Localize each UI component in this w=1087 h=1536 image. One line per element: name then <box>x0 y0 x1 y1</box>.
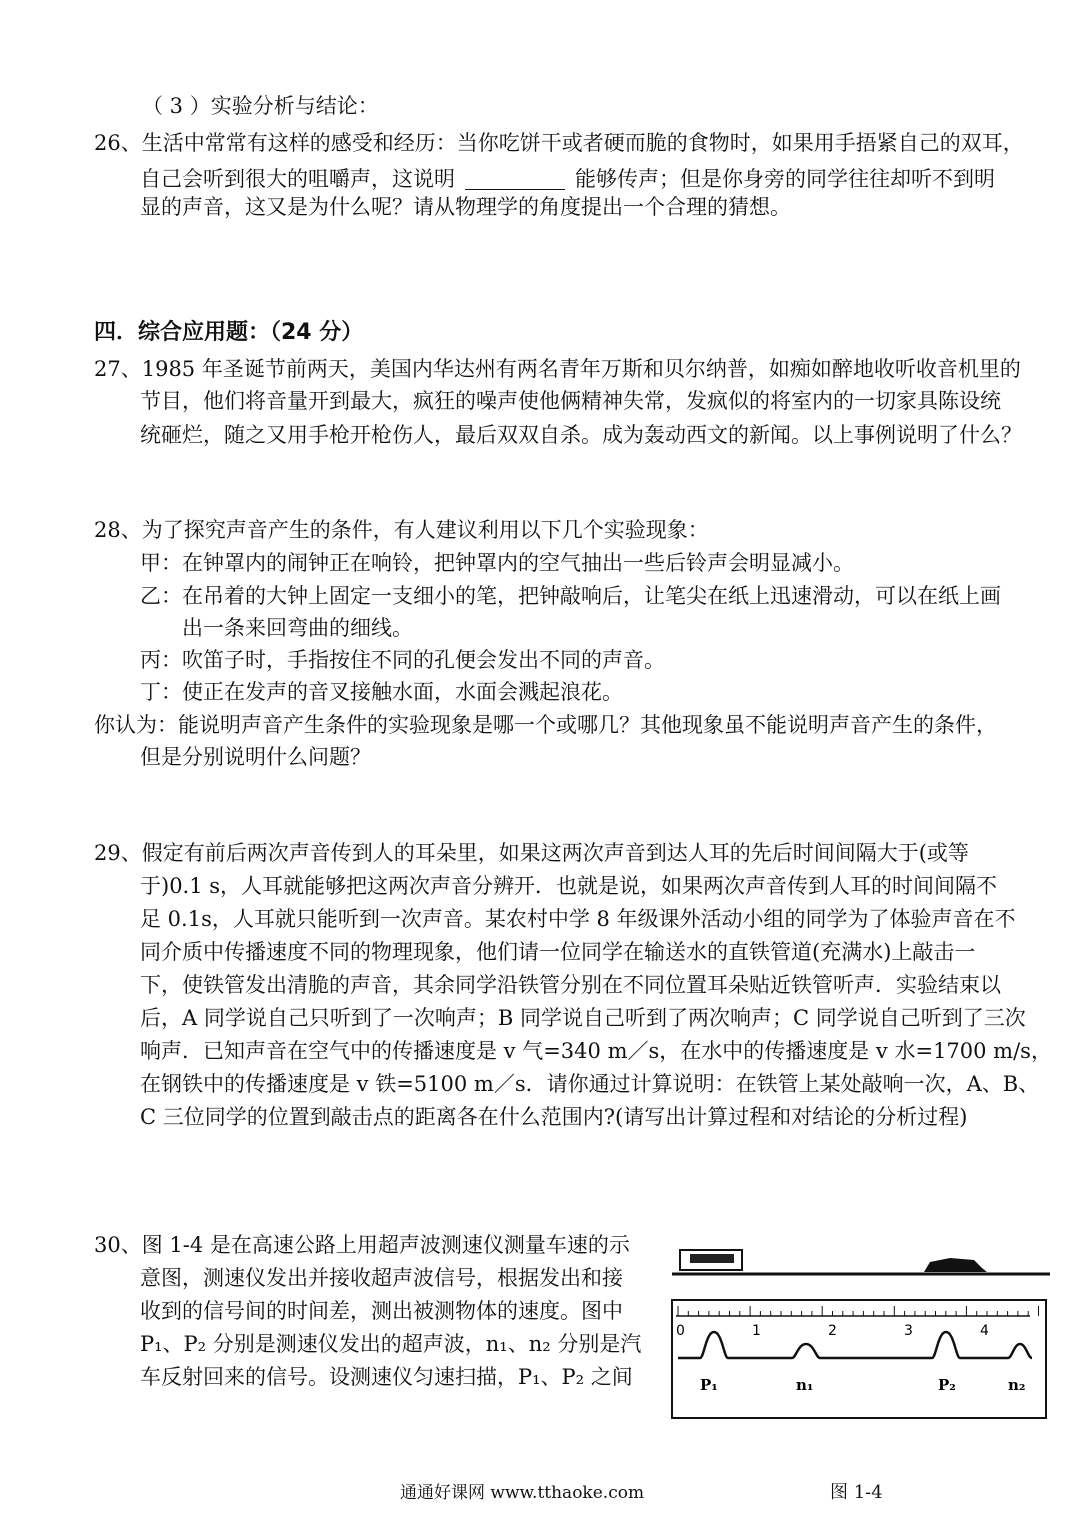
q29-line8: 在钢铁中的传播速度是 v 铁=5100 m／s．请你通过计算说明：在铁管上某处敲响一次，A、B、 <box>140 1072 1040 1096</box>
car-icon <box>924 1258 987 1272</box>
figure-caption: 图 1-4 <box>830 1482 883 1503</box>
q29-line7: 响声．已知声音在空气中的传播速度是 v 气=340 m／s，在水中的传播速度是 v 水=1700 m/s， <box>140 1039 1052 1063</box>
q28-ding: 丁：使正在发声的音叉接触水面，水面会溅起浪花。 <box>140 680 623 704</box>
speed-meter-display <box>690 1254 734 1263</box>
q28-jia: 甲：在钟罩内的闹钟正在响铃，把钟罩内的空气抽出一些后铃声会明显减小。 <box>140 551 854 575</box>
pulse-label-n2: n₂ <box>1008 1376 1026 1394</box>
q26-line2a: 自己会听到很大的咀嚼声，这说明 <box>140 167 455 191</box>
q30-line2: 意图，测速仪发出并接收超声波信号，根据发出和接 <box>140 1266 623 1290</box>
q28-yi1: 乙：在吊着的大钟上固定一支细小的笔，把钟敲响后，让笔尖在纸上迅速滑动，可以在纸上画 <box>140 584 1001 608</box>
q29-line4: 同介质中传播速度不同的物理现象，他们请一位同学在输送水的直铁管道(充满水)上敲击一 <box>140 940 976 964</box>
q25-part3: （ 3 ）实验分析与结论： <box>142 94 379 118</box>
q29-line5: 下，使铁管发出清脆的声音，其余同学沿铁管分别在不同位置耳朵贴近铁管听声．实验结束以 <box>140 973 1001 997</box>
q28-ask2: 但是分别说明什么问题？ <box>140 745 371 769</box>
tick-label-0: 0 <box>676 1323 685 1339</box>
q26-line2 <box>140 164 995 194</box>
q27-line1: 27、1985 年圣诞节前两天，美国内华达州有两名青年万斯和贝尔纳普，如痴如醉地收听收音机里的 <box>94 357 1021 381</box>
tick-label-2: 2 <box>828 1323 837 1339</box>
q26-line1: 26、生活中常常有这样的感受和经历：当你吃饼干或者硬而脆的食物时，如果用手捂紧自己的双耳， <box>94 131 1024 155</box>
q30-line4: P₁、P₂ 分别是测速仪发出的超声波，n₁、n₂ 分别是汽 <box>140 1332 642 1356</box>
q28-yi2: 出一条来回弯曲的细线。 <box>182 616 413 640</box>
q30-line5: 车反射回来的信号。设测速仪匀速扫描，P₁、P₂ 之间 <box>140 1365 633 1389</box>
footer-site: 通通好课网 www.tthaoke.com <box>400 1483 645 1503</box>
q30-line3: 收到的信号间的时间差，测出被测物体的速度。图中 <box>140 1299 623 1323</box>
q26-line2b: 能够传声；但是你身旁的同学往往却听不到明 <box>575 167 995 191</box>
minor-ticks <box>678 1306 1039 1316</box>
pulse-label-n1: n₁ <box>796 1376 814 1394</box>
pulse-label-p2: P₂ <box>938 1376 956 1394</box>
q27-line2: 节目，他们将音量开到最大，疯狂的噪声使他俩精神失常，发疯似的将室内的一切家具陈设统 <box>140 389 1001 413</box>
q28-bing: 丙：吹笛子时，手指按住不同的孔便会发出不同的声音。 <box>140 648 665 672</box>
answer-blank <box>465 167 565 190</box>
q27-line3: 统砸烂，随之又用手枪开枪伤人，最后双双自杀。成为轰动西文的新闻。以上事例说明了什么？ <box>140 423 1022 447</box>
q28-line1: 28、为了探究声音产生的条件，有人建议利用以下几个实验现象： <box>94 518 709 542</box>
q28-ask1: 你认为：能说明声音产生条件的实验现象是哪一个或哪几？其他现象虽不能说明声音产生的条件， <box>94 713 997 737</box>
tick-label-1: 1 <box>752 1323 761 1339</box>
q30-line1: 30、图 1-4 是在高速公路上用超声波测速仪测量车速的示 <box>94 1233 630 1257</box>
speed-measure-figure <box>662 1240 1058 1490</box>
pulse-label-p1: P₁ <box>700 1376 718 1394</box>
q29-line6: 后，A 同学说自己只听到了一次响声；B 同学说自己听到了两次响声；C 同学说自己听到了三次 <box>140 1006 1026 1030</box>
q29-line9: C 三位同学的位置到敲击点的距离各在什么范围内?(请写出计算过程和对结论的分析过程) <box>140 1105 968 1129</box>
q29-line3: 足 0.1s，人耳就只能听到一次声音。某农村中学 8 年级课外活动小组的同学为了体验声音在不 <box>140 907 1016 931</box>
tick-label-4: 4 <box>980 1323 989 1339</box>
section4-title: 四．综合应用题：（24 分） <box>94 320 364 345</box>
tick-label-3: 3 <box>904 1323 913 1339</box>
q29-line1: 29、假定有前后两次声音传到人的耳朵里，如果这两次声音到达人耳的先后时间间隔大于(或等 <box>94 841 969 865</box>
signal-waveform <box>678 1332 1032 1358</box>
q26-line3: 显的声音，这又是为什么呢？请从物理学的角度提出一个合理的猜想。 <box>140 195 791 219</box>
q29-line2: 于)0.1 s，人耳就能够把这两次声音分辨开．也就是说，如果两次声音传到人耳的时间间隔不 <box>140 874 998 898</box>
